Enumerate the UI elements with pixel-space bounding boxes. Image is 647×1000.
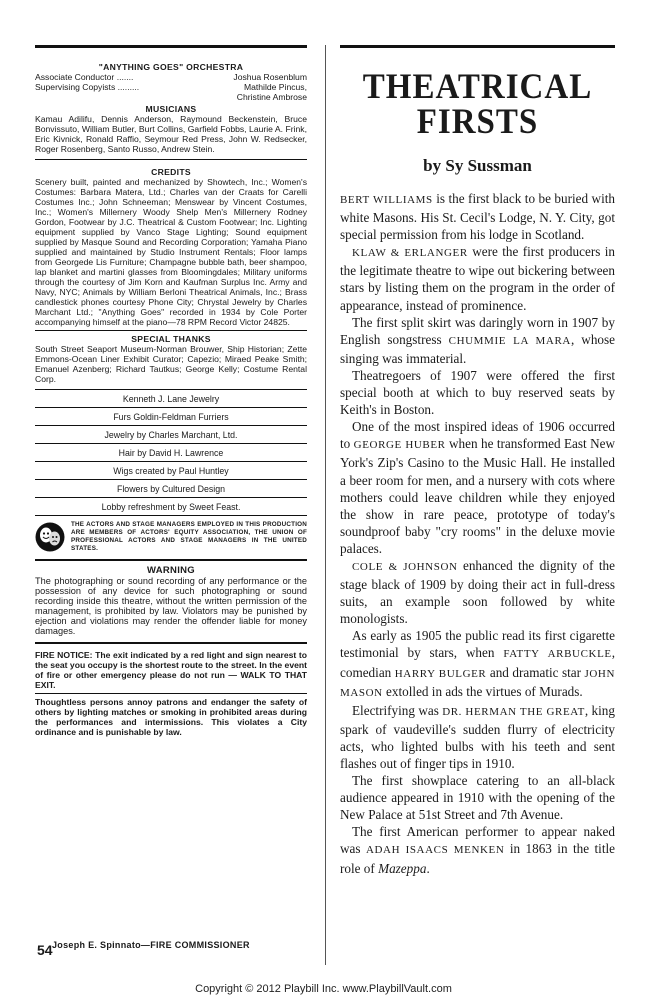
credit-line: Hair by David H. Lawrence [118,448,224,458]
warning-text: The photographing or sound recording of any performance or the possession of any device for such photographing or sound recording inside this theatre, without the written permission of the management, is prohibited by law. Violators may be punished by ejection and violations may render the offender liable for money damages. [35,576,307,636]
credit-line: Jewelry by Charles Marchant, Ltd. [104,430,238,440]
left-column [35,45,307,737]
paragraph: The first split skirt was daringly worn in 1907 by English songstress CHUMMIE LA MARA, whose singing was immaterial. [340,314,615,366]
associate-conductor-name: Joshua Rosenblum [233,72,307,82]
top-rule-left [35,45,307,48]
copyists-name2: Christine Ambrose [236,92,307,102]
article-title-line2: FIRSTS [416,102,539,142]
associate-conductor-row [35,72,307,82]
paragraph: KLAW & ERLANGER were the first producers in the legitimate theatre to wipe out bickering between stars by listing them on the program in the order of appearance, instead of prominence. [340,244,615,313]
credit-line: Furs Goldin-Feldman Furriers [113,412,229,422]
musicians-list: Kamau Adilifu, Dennis Anderson, Raymound Beckenstein, Bruce Bonvissuto, William Butler, Burt Collins, Garfield Fobbs, Laurie A. Frink, Eric Kivnick, Ronald Raffio, Seymour Red Press, John W. Redsecker, Roger Rosenberg, Santo Russo, Andrew Stein. [35,114,307,154]
orchestra-heading: "ANYTHING GOES" ORCHESTRA [98,62,244,72]
page-number: 54 [37,942,53,958]
credits-section [35,160,307,330]
article-column [340,45,615,877]
credits-text: Scenery built, painted and mechanized by Showtech, Inc.; Women's Costumes: Barbara Matera, Ltd.; Charles van der Craats for Carelli Costumes Inc.; John Schneeman; Menswear by Vincent Costumes, Inc.; Women's Millernery Woody Shelp Men's Millernery Rodney Gordon, Footwear by J.C. Theatrical & Custom Footwear; Inc. Lighting equipment supplied by Vanco Stage Lighting; Sound equipment supplied by Masque Sound and Recording Corporation; Yamaha Piano supplied and maintained by Studio Instrument Rentals; Floor lamps from Georgede Lis Furniture; Champagne bubble bath, beer shampoo, lap blanket and martini glasses from Bloomingdales; Military uniforms through the courtesy of Jim Korn and Kaufman Surplus Inc. Army and Navy, NYC; Animals by William Berloni Theatrical Animals, Inc.; Brass candlestick phones courtesy Phone City; Chrystal Jewelry by Charles Marchant Ltd.; "Anything Goes" recorded in 1934 by Cole Porter accompanying himself at the piano—78 RPM Record Victor 24825. [35,177,307,327]
copyists-row [35,82,307,92]
top-rule-right [340,45,615,48]
copyright-footer: Copyright © 2012 Playbill Inc. www.PlaybillVault.com [195,983,452,995]
credit-line: Flowers by Cultured Design [116,484,226,494]
copyists-label: Supervising Copyists ......... [35,82,140,92]
article-byline: by Sy Sussman [423,156,532,175]
paragraph: COLE & JOHNSON enhanced the dignity of the stage black of 1909 by doing their act in full-dress suits, an example soon followed by white monologists. [340,557,615,627]
article-title-line1: THEATRICAL [362,67,593,107]
column-divider [325,45,326,965]
associate-conductor-label: Associate Conductor ....... [35,72,134,82]
warning-section [35,561,307,639]
paragraph: As early as 1905 the public read its first cigarette testimonial by stars, when FATTY ARBUCKLE, comedian HARRY BULGER and dramatic star JOHN MASON extolled in ads the virtues of Murads. [340,628,616,699]
paragraph: The first showplace catering to an all-black audience appeared in 1910 with the opening of the New Palace at 51st Street and 7th Avenue. [340,773,615,823]
musicians-heading: MUSICIANS [145,104,197,114]
equity-masks-icon [35,522,65,552]
credits-heading: CREDITS [151,167,191,177]
copyists-name1: Mathilde Pincus, [243,82,307,92]
fire-notice: FIRE NOTICE: The exit indicated by a red light and sign nearest to the seat you occupy is the shortest route to the street. In the event of fire or other emergency please do not run — WALK TO THAT EXIT. [35,650,307,690]
warning-heading: WARNING [146,565,195,576]
union-text: THE ACTORS AND STAGE MANAGERS EMPLOYED IN THIS PRODUCTION ARE MEMBERS OF ACTORS' EQUITY ASSOCIATION, THE UNION OF PROFESSIONAL ACTORS AND STAGE MANAGERS IN THE UNITED STATES. [71,521,307,552]
thanks-text: South Street Seaport Museum-Norman Brouwer, Ship Historian; Zette Emmons-Ocean Liner Exhibit Curator; Capezio; Miraed Peake Smith; Emanuel Azenberg; Richard Tautkus; George Kelly; Costume Rental Corp. [35,344,307,384]
union-notice [35,516,307,559]
credit-line: Lobby refreshment by Sweet Feast. [101,502,241,512]
fire-commissioner: Joseph E. Spinnato—FIRE COMMISSIONER [52,940,250,950]
fire-section [35,644,307,737]
paragraph: One of the most inspired ideas of 1906 occurred to GEORGE HUBER when he transformed East New York's Zip's Casino to the Music Hall. He installed a beer room for men, and a nursery with cots where mothers could leave children while they enjoyed the show in rare peace, prototype of today's soundproof baby "cry rooms" in the deluxe movie palaces. [340,419,615,556]
thanks-section [35,331,307,387]
paragraph: Theatregoers of 1907 were offered the first special booth at which to buy reserved seats by Keith's in Boston. [340,367,615,418]
divider [35,693,307,694]
article-body [340,190,615,877]
paragraph: Electrifying was DR. HERMAN THE GREAT, king spark of vaudeville's sudden flurry of electricity acts, who lighted bulbs with his teeth and sent flashes out of finger tips in 1910. [340,702,615,771]
thoughtless-notice: Thoughtless persons annoy patrons and endanger the safety of others by lighting matches or smoking in prohibited areas during the performances and intermissions. This violates a City ordinance and is punishable by law. [35,697,307,737]
paragraph: The first American performer to appear naked was ADAH ISAACS MENKEN in 1863 in the title role of Mazeppa. [340,824,616,876]
paragraph: BERT WILLIAMS is the first black to be buried with white Masons. His St. Cecil's Lodge, N. Y. City, got special permission from his lodge in Scotland. [340,191,615,243]
credit-line: Kenneth J. Lane Jewelry [122,394,220,404]
thanks-heading: SPECIAL THANKS [131,334,211,344]
credit-line: Wigs created by Paul Huntley [113,466,229,476]
